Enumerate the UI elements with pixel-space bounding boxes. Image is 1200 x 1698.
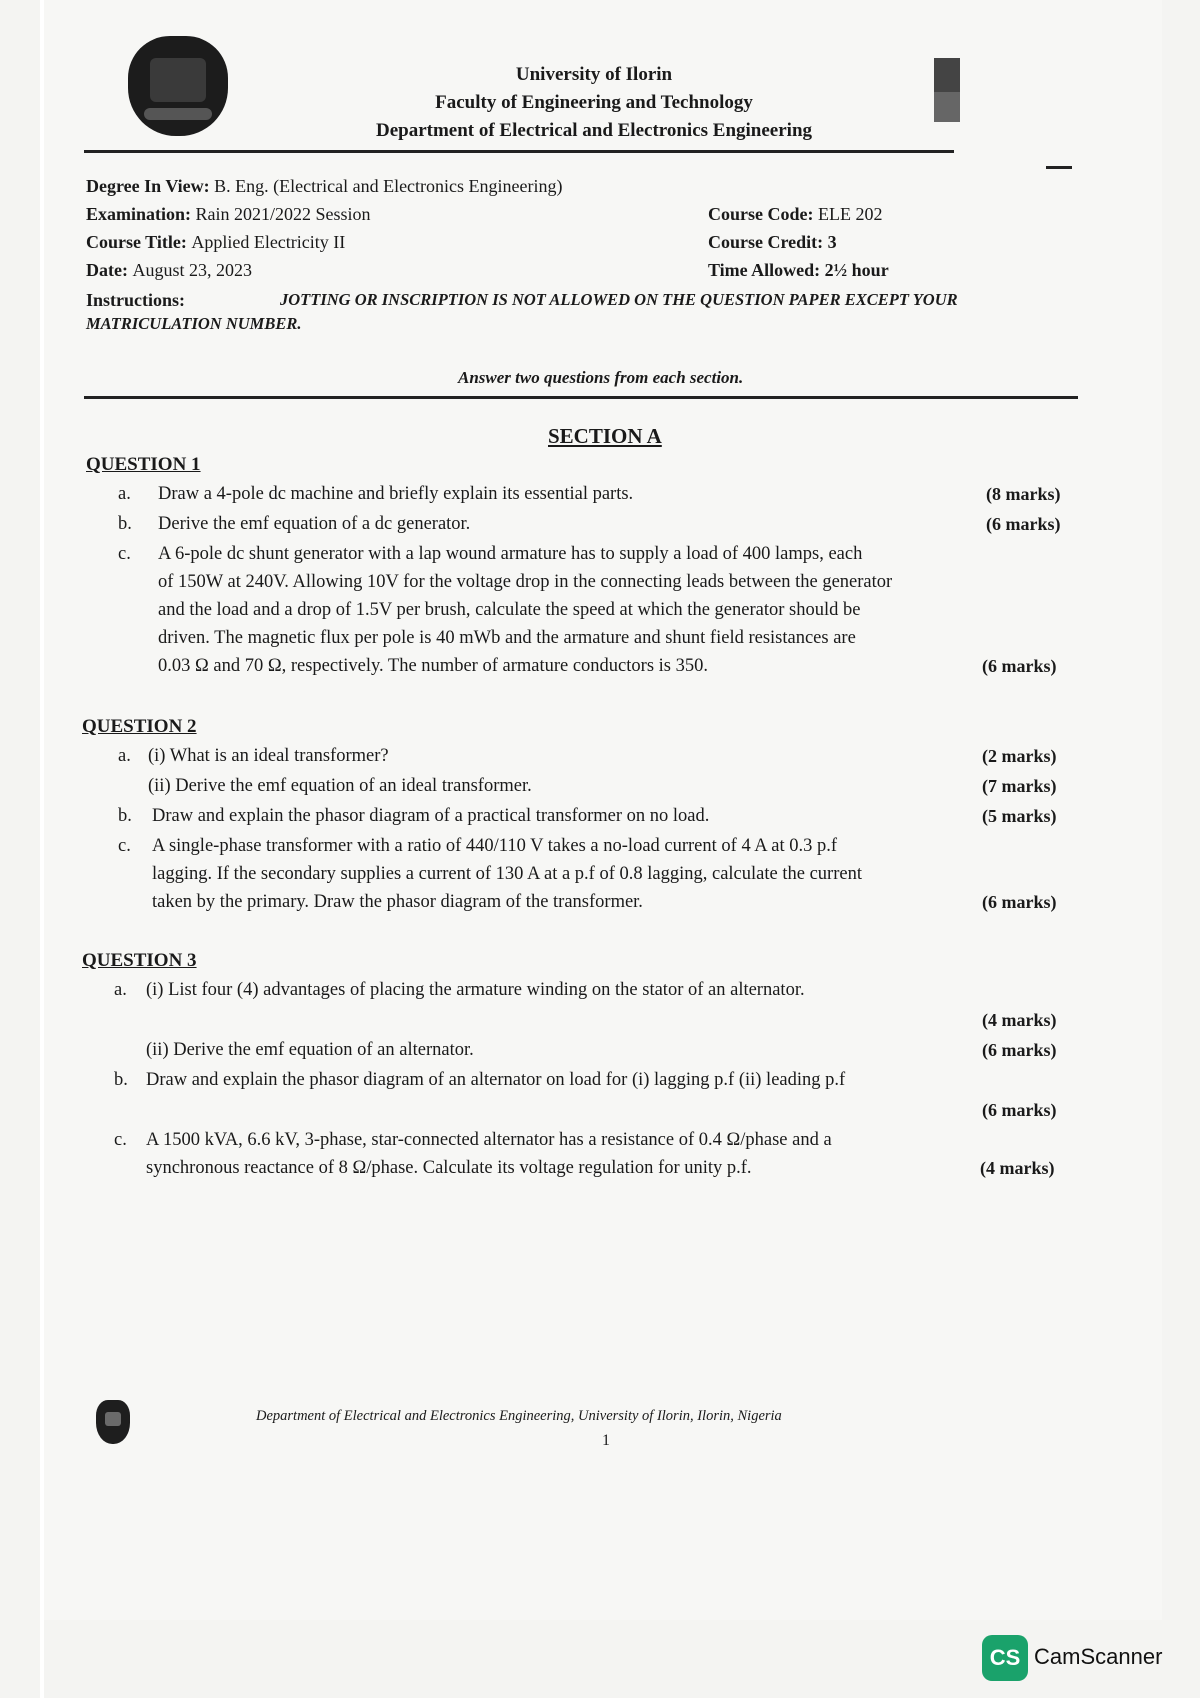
q3-c-marks: (4 marks)	[980, 1158, 1055, 1178]
footer-text: Department of Electrical and Electronics Engineering, University of Ilorin, Ilorin, Nigeria	[256, 1408, 782, 1424]
scan-mark-lower	[934, 92, 960, 122]
time-allowed-value: 2½ hour	[824, 260, 889, 280]
q1-c-line-2: of 150W at 240V. Allowing 10V for the voltage drop in the connecting leads between the generator	[158, 572, 893, 592]
course-code-row	[708, 204, 883, 225]
course-credit-label: Course Credit:	[708, 232, 824, 252]
q1-c-marks: (6 marks)	[982, 656, 1057, 676]
q3-b-prefix: b.	[114, 1070, 128, 1090]
section-divider	[84, 396, 1078, 399]
q1-c-line-4: driven. The magnetic flux per pole is 40 mWb and the armature and shunt field resistances are	[158, 628, 856, 648]
instructions-line-2: MATRICULATION NUMBER.	[86, 314, 302, 333]
q3-a-ii-marks: (6 marks)	[982, 1040, 1057, 1060]
time-allowed-label: Time Allowed:	[708, 260, 821, 280]
q1-c-prefix: c.	[118, 544, 131, 564]
margin-dash	[1046, 166, 1072, 169]
course-code-value: ELE 202	[818, 204, 883, 224]
course-title-row	[86, 232, 345, 253]
university-name: University of Ilorin	[515, 64, 673, 85]
question-3-title: QUESTION 3	[82, 950, 197, 971]
q2-c-prefix: c.	[118, 836, 131, 856]
date-label: Date:	[86, 260, 128, 280]
degree-label: Degree In View:	[86, 176, 210, 196]
q1-a-marks: (8 marks)	[986, 484, 1061, 504]
course-credit-value: 3	[827, 232, 837, 252]
footer-crest-icon	[96, 1400, 130, 1444]
department-name: Department of Electrical and Electronics Engineering	[375, 120, 813, 141]
q3-a-ii: (ii) Derive the emf equation of an alternator.	[146, 1040, 474, 1060]
date-value: August 23, 2023	[132, 260, 252, 280]
q2-b-marks: (5 marks)	[982, 806, 1057, 826]
examination-label: Examination:	[86, 204, 192, 224]
q2-c-line-2: lagging. If the secondary supplies a current of 130 A at a p.f of 0.8 lagging, calculate the current	[152, 864, 862, 884]
q2-c-marks: (6 marks)	[982, 892, 1057, 912]
q1-a-text: Draw a 4-pole dc machine and briefly explain its essential parts.	[158, 484, 634, 504]
answer-note: Answer two questions from each section.	[458, 368, 744, 387]
header-divider	[84, 150, 954, 153]
q2-a-ii: (ii) Derive the emf equation of an ideal transformer.	[148, 776, 532, 796]
time-allowed-row	[708, 260, 889, 281]
instructions-line-1: JOTTING OR INSCRIPTION IS NOT ALLOWED ON THE QUESTION PAPER EXCEPT YOUR	[280, 290, 958, 309]
q3-a-prefix: a.	[114, 980, 127, 1000]
q2-b-prefix: b.	[118, 806, 132, 826]
question-1-title: QUESTION 1	[86, 454, 201, 475]
degree-value: B. Eng. (Electrical and Electronics Engineering)	[214, 176, 563, 196]
examination-row	[86, 204, 371, 225]
q2-a-ii-marks: (7 marks)	[982, 776, 1057, 796]
q1-c-line-1: A 6-pole dc shunt generator with a lap wound armature has to supply a load of 400 lamps, each	[158, 544, 863, 564]
q1-c-line-5: 0.03 Ω and 70 Ω, respectively. The number of armature conductors is 350.	[158, 656, 708, 676]
q2-b-text: Draw and explain the phasor diagram of a practical transformer on no load.	[152, 806, 710, 826]
q3-b-marks: (6 marks)	[982, 1100, 1057, 1120]
q2-c-line-1: A single-phase transformer with a ratio of 440/110 V takes a no-load current of 4 A at 0.3 p.f	[152, 836, 838, 856]
instructions-label: Instructions:	[86, 290, 186, 310]
section-title: SECTION A	[548, 424, 662, 448]
q3-b-text: Draw and explain the phasor diagram of an alternator on load for (i) lagging p.f (ii) leading p.f	[146, 1070, 846, 1090]
q1-b-text: Derive the emf equation of a dc generator.	[158, 514, 471, 534]
course-title-label: Course Title:	[86, 232, 187, 252]
date-row	[86, 260, 252, 281]
q2-a-i: (i) What is an ideal transformer?	[148, 746, 389, 766]
q1-b-prefix: b.	[118, 514, 132, 534]
q1-c-line-3: and the load and a drop of 1.5V per brush, calculate the speed at which the generator should be	[158, 600, 861, 620]
university-crest-icon	[128, 36, 228, 136]
camscanner-text: CamScanner	[1034, 1644, 1163, 1669]
course-credit-row	[708, 232, 837, 253]
examination-value: Rain 2021/2022 Session	[195, 204, 371, 224]
course-title-value: Applied Electricity II	[191, 232, 346, 252]
question-2-title: QUESTION 2	[82, 716, 197, 737]
degree-row	[86, 176, 563, 197]
q3-a-i: (i) List four (4) advantages of placing the armature winding on the stator of an alternator.	[146, 980, 805, 1000]
page-number: 1	[602, 1432, 610, 1449]
q2-c-line-3: taken by the primary. Draw the phasor diagram of the transformer.	[152, 892, 643, 912]
paper-edge	[40, 0, 44, 1698]
q1-b-marks: (6 marks)	[986, 514, 1061, 534]
faculty-name: Faculty of Engineering and Technology	[435, 92, 753, 113]
q3-c-prefix: c.	[114, 1130, 127, 1150]
q2-a-prefix: a.	[118, 746, 131, 766]
q3-c-line-2: synchronous reactance of 8 Ω/phase. Calculate its voltage regulation for unity p.f.	[146, 1158, 752, 1178]
q3-c-line-1: A 1500 kVA, 6.6 kV, 3-phase, star-connected alternator has a resistance of 0.4 Ω/phase and a	[146, 1130, 832, 1150]
q1-a-prefix: a.	[118, 484, 131, 504]
camscanner-logo-icon: CS	[982, 1635, 1028, 1681]
q2-a-i-marks: (2 marks)	[982, 746, 1057, 766]
course-code-label: Course Code:	[708, 204, 814, 224]
q3-a-i-marks: (4 marks)	[982, 1010, 1057, 1030]
